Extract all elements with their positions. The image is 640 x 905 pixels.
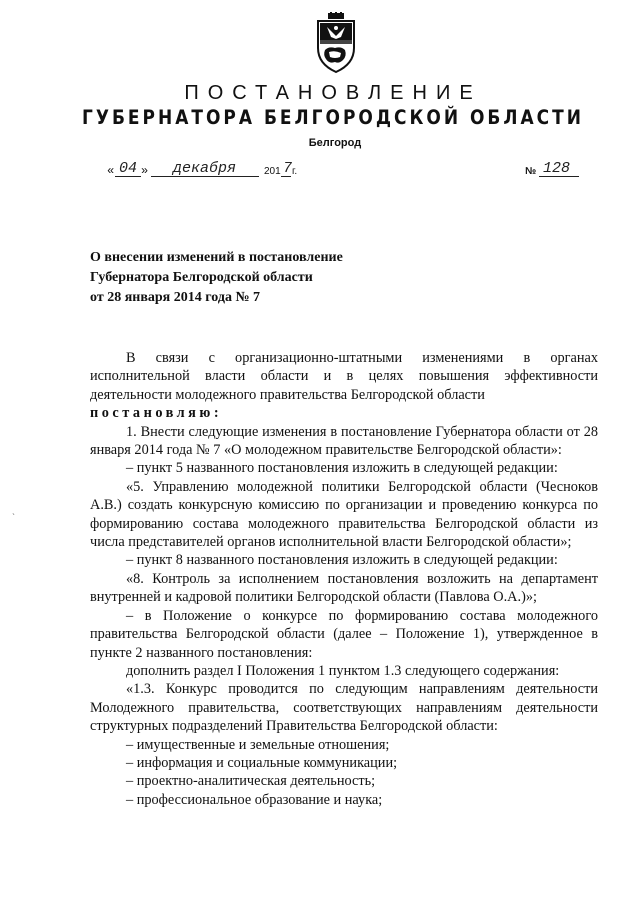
- document-number: 128: [543, 160, 571, 177]
- document-authority-heading: ГУБЕРНАТОРА БЕЛГОРОДСКОЙ ОБЛАСТИ: [82, 106, 584, 130]
- body-paragraph: – пункт 5 названного постановления изложить в следующей редакции:: [126, 460, 558, 477]
- date-close-quote: »: [141, 164, 149, 178]
- list-item: – проектно-аналитическая деятельность;: [126, 773, 376, 790]
- title-line: Губернатора Белгородской области: [90, 270, 313, 285]
- body-paragraph: 1. Внести следующие изменения в постановление Губернатора области от 28 января 2014 года № 7 «О молодежном правительстве Белгородской области»:: [90, 423, 598, 459]
- body-paragraph: – пункт 8 названного постановления изложить в следующей редакции:: [126, 552, 558, 569]
- margin-mark: `: [12, 512, 15, 522]
- list-item: – информация и социальные коммуникации;: [126, 754, 398, 771]
- list-item: – имущественные и земельные отношения;: [126, 736, 390, 753]
- coat-of-arms-emblem-icon: [313, 12, 359, 74]
- document-type-heading: ПОСТАНОВЛЕНИЕ: [184, 82, 482, 104]
- date-month: декабря: [173, 160, 237, 177]
- resolve-paragraph: [90, 404, 598, 422]
- body-paragraph: дополнить раздел I Положения 1 пунктом 1.3 следующего содержания:: [126, 662, 560, 679]
- body-paragraph: «1.3. Конкурс проводится по следующим направлениям деятельности Молодежного правительства, соответствующих направлениям деятельности структурных подразделений Правительства Белгородской области:: [90, 681, 598, 735]
- date-number-line: [107, 160, 587, 182]
- document-title: [90, 248, 343, 308]
- list-item: – профессиональное образование и наука;: [126, 791, 383, 808]
- date-year-prefix: 201: [264, 166, 281, 177]
- body-paragraph: «5. Управлению молодежной политики Белгородской области (Чесноков А.В.) создать конкурсную комиссию по организации и проведению конкурса по формированию состава молодежного правительства Белгородской области из числа представителей органов исполнительной власти Белгородской области»;: [90, 478, 598, 551]
- intro-paragraph: В связи с организационно-штатными изменениями в органах исполнительной власти области и в целях повышения эффективности деятельности молодежного правительства Белгородской области: [90, 350, 598, 403]
- document-city: Белгород: [308, 137, 362, 149]
- date-day: 04: [119, 160, 138, 177]
- date-year-suffix: 7: [283, 160, 293, 177]
- resolve-word: постановляю:: [90, 405, 223, 422]
- document-body: [90, 349, 598, 809]
- body-paragraph: «8. Контроль за исполнением постановления возложить на департамент внутренней и кадровой политики Белгородской области (Павлова О.А.)»;: [90, 570, 598, 606]
- title-line: О внесении изменений в постановление: [90, 250, 343, 265]
- number-underline: [539, 176, 579, 177]
- body-paragraph: – в Положение о конкурсе по формированию состава молодежного правительства Белгородской области (далее – Положение 1), утвержденное в пункте 2 названного постановления:: [90, 607, 598, 661]
- date-year-end: г.: [292, 166, 298, 177]
- date-open-quote: «: [107, 164, 115, 178]
- day-underline: [115, 176, 141, 177]
- number-label: №: [525, 166, 537, 177]
- year-underline: [281, 176, 291, 177]
- title-line: от 28 января 2014 года № 7: [90, 290, 261, 305]
- month-underline: [151, 176, 259, 177]
